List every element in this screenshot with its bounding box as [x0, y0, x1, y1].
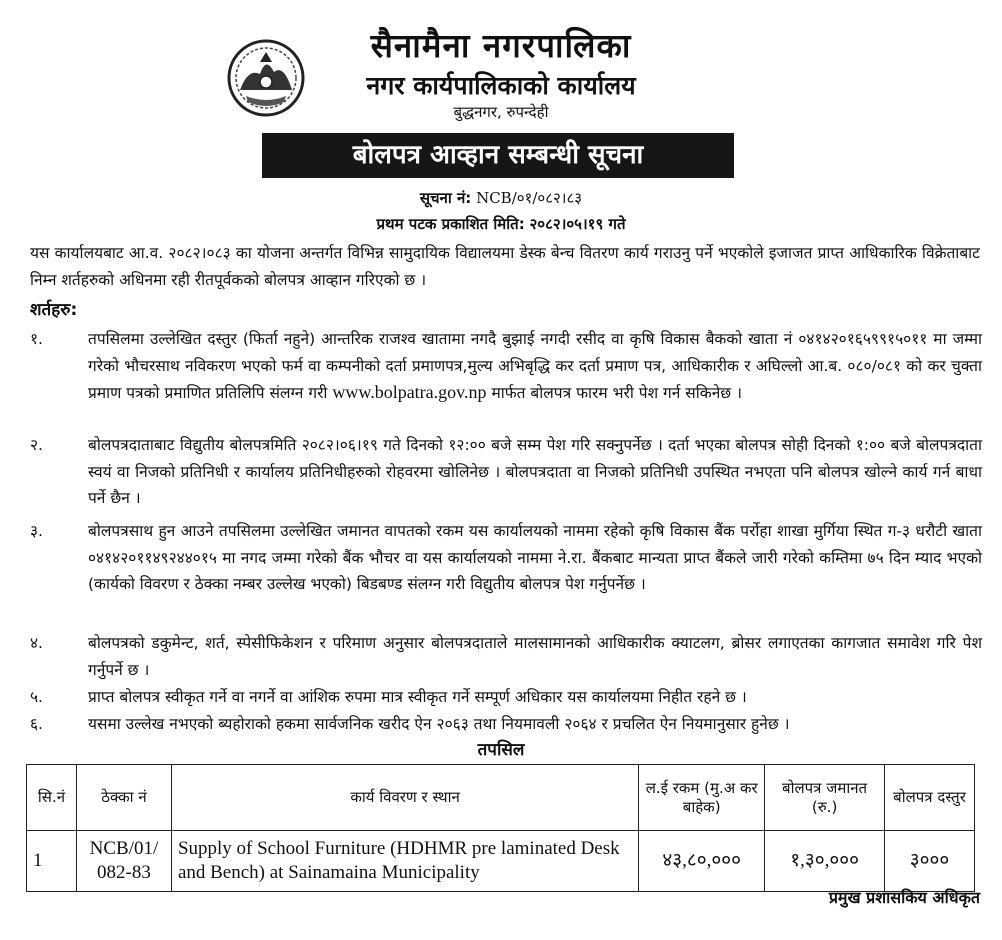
municipality-name: सैनामैना नगरपालिका [370, 26, 632, 65]
cell-bid-security: १,३०,००० [765, 831, 885, 892]
column-header-sn: सि.नं [27, 765, 77, 831]
condition-item [30, 432, 982, 512]
bolpatra-link[interactable]: www.bolpatra.gov.np [332, 382, 487, 402]
condition-text: यसमा उल्लेख नभएको ब्यहोराको हकमा सार्वजनिक खरीद ऐन २०६३ तथा नियमावली २०६४ र प्रचलित ऐन नियमानुसार हुनेछ । [88, 715, 790, 733]
condition-number: १. [30, 330, 43, 348]
condition-item [30, 711, 982, 738]
condition-text-part: मार्फत बोलपत्र फारम भरी पेश गर्न सकिनेछ । [491, 384, 742, 402]
intro-paragraph: यस कार्यालयबाट आ.व. २०८२।०८३ का योजना अन्तर्गत विभिन्न सामुदायिक विद्यालयमा डेस्क बेन्च वितरण कार्य गराउनु पर्ने भएकोले इजाजत प्राप्त आधिकारिक विक्रेताबाट निम्न शर्तहरुको अधिनमा रही रीतपूर्वकको बोलपत्र आव्हान गरिएको छ । [30, 244, 980, 289]
condition-item [30, 518, 982, 598]
condition-number: ६. [30, 715, 43, 733]
condition-item [30, 684, 982, 711]
condition-number: ३. [30, 522, 43, 540]
condition-text: बोलपत्रसाथ हुन आउने तपसिलमा उल्लेखित जमानत वापतको रकम यस कार्यालयको नाममा रहेको कृषि विकास बैंक पर्रोहा शाखा मुर्गिया स्थित ग-३ धरौटी खाता ०४१४२०११४९२४४०१५ मा नगद जम्मा गरेको बैंक भौचर वा यस कार्यालयको नाममा ने.रा. बैंकबाट मान्यता प्राप्त बैंकले जारी गरेको कम्तिमा ७५ दिन म्याद भएको (कार्यको विवरण र ठेक्का नम्बर उल्लेख भएको) बिडबण्ड संलग्न गरी विद्युतीय बोलपत्र पेश गर्नुपर्नेछ । [88, 522, 982, 593]
condition-text-part: तपसिलमा उल्लेखित दस्तुर (फिर्ता नहुने) आन्तरिक राजश्व खातामा नगदै बुझाई नगदी रसीद वा कृषि विकास बैकको खाता नं ०४१४२०१६५९९१५०११ मा जम्मा गरेको भौचरसाथ नविकरण भएको फर्म वा कम्पनीको दर्ता प्रमाणपत्र,मुल्य अभिबृद्धि कर दर्ता प्रमाण पत्र, आधिकारीक र अघिल्लो आ.ब. ०८०/०८१ को कर चुक्ता प्रमाण पत्रको प्रमाणित प्रतिलिपि संलग्न गरी [88, 330, 982, 402]
cell-fee: ३००० [885, 831, 975, 892]
condition-item [30, 326, 982, 407]
column-header-description: कार्य विवरण र स्थान [171, 765, 638, 831]
notice-title: बोलपत्र आव्हान सम्बन्धी सूचना [262, 133, 734, 178]
condition-text: प्राप्त बोलपत्र स्वीकृत गर्ने वा नगर्ने वा आंशिक रुपमा मात्र स्वीकृत गर्ने सम्पूर्ण अधिकार यस कार्यालयमा निहीत रहने छ । [88, 688, 747, 706]
cell-sn: 1 [27, 831, 77, 892]
condition-text [88, 326, 982, 407]
notice-number-value: NCB/०१/०८२।८३ [476, 189, 583, 207]
column-header-estimate: ल.ई रकम (मु.अ कर बाहेक) [639, 765, 765, 831]
published-date-label: प्रथम पटक प्रकाशित मिति: [376, 215, 525, 233]
cell-contract-no: NCB/01/ 082-83 [76, 831, 171, 892]
office-name: नगर कार्यपालिकाको कार्यालय [366, 71, 636, 100]
condition-number: २. [30, 436, 43, 454]
column-header-contract-no: ठेक्का नं [76, 765, 171, 831]
column-header-fee: बोलपत्र दस्तुर [885, 765, 975, 831]
condition-number: ५. [30, 688, 43, 706]
schedule-table [26, 764, 975, 892]
signatory-title: प्रमुख प्रशासकिय अधिकृत [828, 888, 980, 907]
condition-item [30, 630, 982, 683]
notice-number [0, 188, 1002, 208]
condition-number: ४. [30, 634, 43, 652]
published-date-value: २०८२।०५।१९ गते [529, 215, 626, 233]
published-date [0, 214, 1002, 234]
table-header-row [27, 765, 975, 831]
notice-number-label: सूचना नं: [419, 189, 472, 207]
schedule-heading: तपसिल [477, 740, 525, 760]
cell-description: Supply of School Furniture (HDHMR pre laminated Desk and Bench) at Sainamaina Municipality [171, 831, 638, 892]
table-row [27, 831, 975, 892]
cell-estimate: ४३,८०,००० [639, 831, 765, 892]
office-address: बुद्धनगर, रुपन्देही [453, 103, 549, 121]
condition-text: बोलपत्रको डकुमेन्ट, शर्त, स्पेसीफिकेशन र परिमाण अनुसार बोलपत्रदाताले मालसामानको आधिकारीक क्याटलग, ब्रोसर लगाएतका कागजात समावेश गरि पेश गर्नुपर्ने छ । [88, 634, 982, 679]
condition-text: बोलपत्रदाताबाट विद्युतीय बोलपत्रमिति २०८२।०६।१९ गते दिनको १२:०० बजे सम्म पेश गरि सक्नुपर्नेछ । दर्ता भएका बोलपत्र सोही दिनको १:०० बजे बोलपत्रदाता स्वयं वा निजको प्रतिनिधी र कार्यालय प्रतिनिधीहरुको रोहवरमा खोलिनेछ । बोलपत्रदाता वा निजको प्रतिनिधी उपस्थित नभएता पनि बोलपत्र खोल्ने कार्य गर्न बाधा पर्ने छैन । [88, 436, 982, 507]
conditions-heading: शर्तहरु: [30, 300, 78, 320]
column-header-bid-security: बोलपत्र जमानत (रु.) [765, 765, 885, 831]
